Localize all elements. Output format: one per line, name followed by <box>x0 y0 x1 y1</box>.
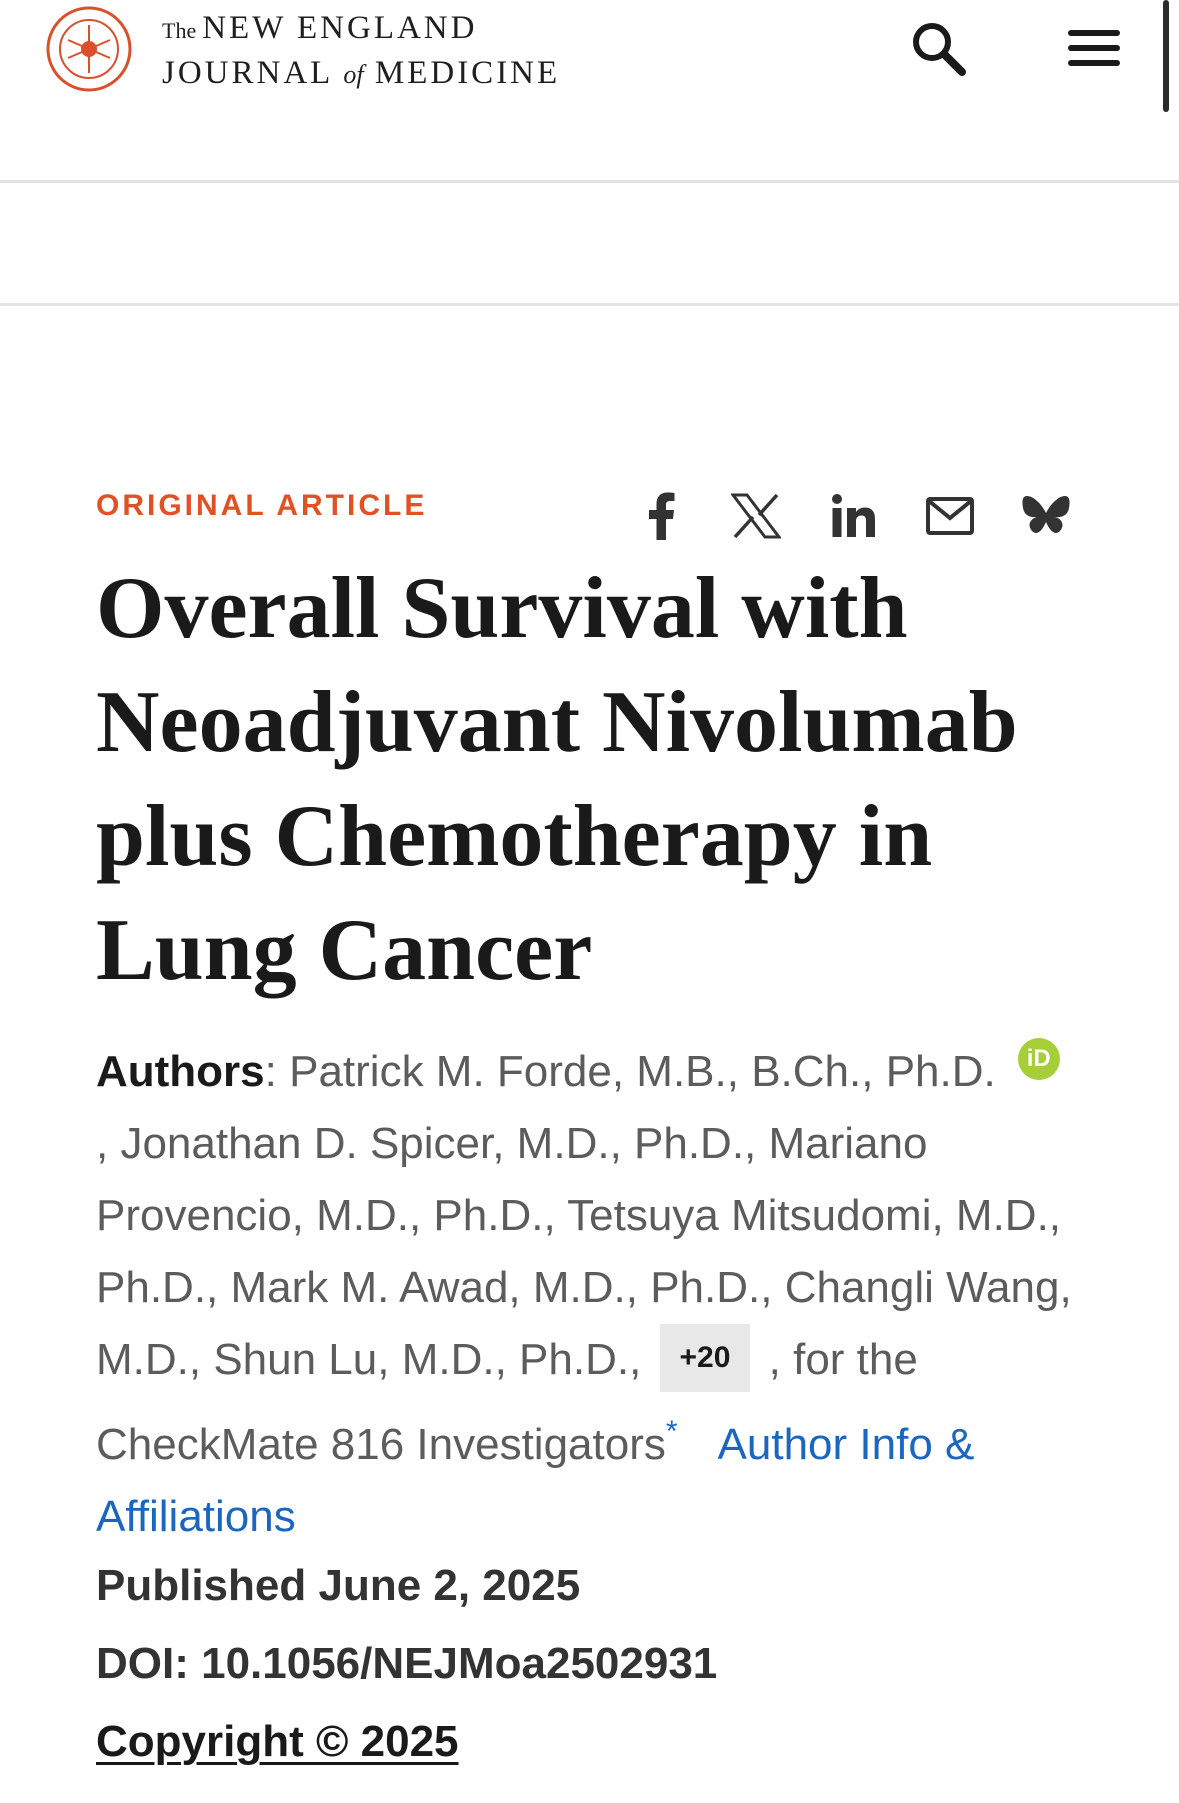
authors-colon: : <box>264 1047 290 1096</box>
logo-journal: JOURNAL <box>162 55 333 91</box>
investigators-group: , for the CheckMate 816 Investigators <box>96 1335 918 1470</box>
menu-button[interactable] <box>1062 20 1126 76</box>
logo-of: of <box>343 60 364 89</box>
author-name[interactable]: Patrick M. Forde, M.B., B.Ch., Ph.D. <box>289 1047 996 1096</box>
share-linkedin-button[interactable] <box>826 488 882 544</box>
more-authors-button[interactable]: +20 <box>660 1324 751 1392</box>
search-icon <box>906 16 970 80</box>
share-email-button[interactable] <box>922 488 978 544</box>
scrollbar[interactable] <box>1163 0 1169 112</box>
hamburger-menu-icon <box>1062 20 1126 76</box>
author-names-list[interactable]: , Jonathan D. Spicer, M.D., Ph.D., Mariano Provencio, M.D., Ph.D., Tetsuya Mitsudomi, M.D., Ph.D., Mark M. Awad, M.D., Ph.D., Changli Wang, M.D., Shun Lu, M.D., Ph.D., <box>96 1119 1072 1384</box>
author-info-affiliations-link[interactable]: Author Info & Affiliations <box>96 1420 975 1542</box>
linkedin-icon <box>831 493 877 539</box>
logo-the: The <box>162 18 197 43</box>
x-icon <box>731 493 781 539</box>
facebook-icon <box>647 492 677 540</box>
logo-new-england: NEW ENGLAND <box>202 10 478 46</box>
article-type-label: ORIGINAL ARTICLE <box>96 489 428 522</box>
share-bluesky-button[interactable] <box>1018 488 1074 544</box>
ad-banner-area <box>0 183 1179 306</box>
authors-label: Authors <box>96 1047 265 1096</box>
share-facebook-button[interactable] <box>634 488 690 544</box>
author-list <box>96 1036 1081 1553</box>
copyright-link[interactable]: Copyright © 2025 <box>96 1717 459 1766</box>
share-x-button[interactable] <box>728 488 784 544</box>
site-header <box>0 0 1179 183</box>
article-title: Overall Survival with Neoadjuvant Nivolumab plus Chemotherapy in Lung Cancer <box>96 560 1018 999</box>
bluesky-icon <box>1022 494 1070 538</box>
email-icon <box>926 497 974 535</box>
doi: DOI: 10.1056/NEJMoa2502931 <box>96 1639 718 1688</box>
published-date: Published June 2, 2025 <box>96 1561 581 1610</box>
logo-medicine: MEDICINE <box>374 55 561 91</box>
search-button[interactable] <box>906 16 970 80</box>
orcid-icon[interactable]: iD <box>1018 1038 1060 1080</box>
nejm-seal-logo[interactable] <box>46 6 132 92</box>
footnote-asterisk[interactable]: * <box>665 1415 678 1449</box>
journal-wordmark[interactable] <box>162 8 560 97</box>
